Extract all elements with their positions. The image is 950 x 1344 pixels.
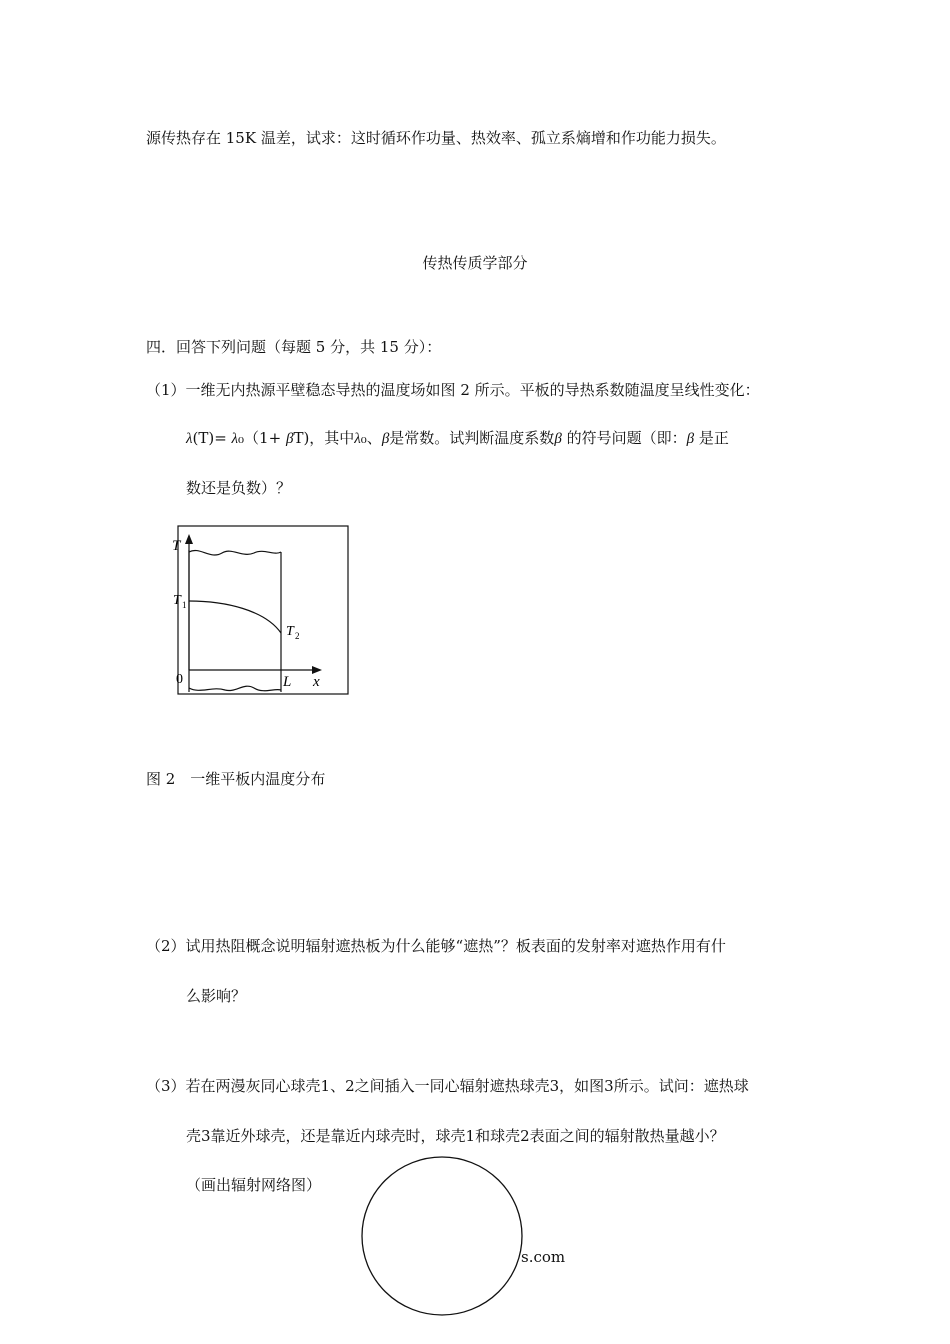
l-label: L	[283, 674, 292, 690]
lambda-symbol: λ	[354, 431, 361, 447]
section-four-heading: 四．回答下列问题（每题 5 分，共 15 分）：	[146, 338, 442, 356]
q1-text-part: ₀（1+	[238, 429, 286, 447]
beta-symbol: β	[554, 431, 562, 447]
x-axis-arrow	[312, 666, 322, 674]
q1-text-part: T)，其中	[293, 429, 355, 447]
figure2-temperature-plot	[170, 520, 360, 700]
top-break-line	[189, 550, 281, 555]
q3-line-1: （3）若在两漫灰同心球壳1、2之间插入一同心辐射遮热球壳3，如图3所示。试问：遮热球	[146, 1077, 749, 1095]
q1-text-part: ₀、	[360, 429, 382, 447]
q2-line-2: 么影响？	[186, 987, 247, 1005]
q1-text-part: 的符号问题（即：	[561, 429, 687, 447]
figure3-sphere-shell	[358, 1154, 530, 1318]
outer-sphere-circle	[362, 1157, 522, 1315]
x-axis-label: x	[313, 674, 320, 690]
q1-text-part: 是正	[694, 429, 729, 447]
q2-line-1: （2）试用热阻概念说明辐射遮热板为什么能够“遮热”？板表面的发射率对遮热作用有什	[146, 937, 726, 955]
figure2-caption: 图 2 一维平板内温度分布	[146, 770, 326, 788]
lambda-symbol: λ	[186, 431, 193, 447]
lambda-symbol: λ	[231, 431, 239, 447]
t2-subscript: 2	[295, 631, 300, 641]
t1-label: T	[173, 593, 181, 608]
watermark-fragment: s.com	[521, 1248, 566, 1266]
q3-line-3: （画出辐射网络图）	[186, 1176, 322, 1194]
t2-label: T	[286, 624, 294, 639]
beta-symbol: β	[381, 431, 390, 447]
t-axis-label: T	[172, 538, 181, 554]
temperature-curve	[189, 601, 281, 633]
t-axis-arrow	[185, 534, 193, 544]
t1-subscript: 1	[182, 600, 187, 610]
q1-line-1: （1）一维无内热源平壁稳态导热的温度场如图 2 所示。平板的导热系数随温度呈线性变化：	[146, 381, 760, 399]
section-title: 传热传质学部分	[422, 254, 528, 272]
bottom-break-line	[189, 686, 281, 691]
origin-label: 0	[176, 672, 183, 687]
q1-line-2	[186, 428, 729, 449]
beta-symbol: β	[285, 431, 294, 447]
q1-line-3: 数还是负数）？	[186, 479, 292, 497]
q1-text-part: 是常数。试判断温度系数	[389, 429, 555, 447]
intro-tail-text: 源传热存在 15K 温差，试求：这时循环作功量、热效率、孤立系熵增和作功能力损失。	[146, 129, 726, 147]
q1-text-part: (T)=	[192, 429, 232, 447]
q3-line-2: 壳3靠近外球壳，还是靠近内球壳时，球壳1和球壳2表面之间的辐射散热量越小？	[186, 1127, 725, 1145]
beta-symbol: β	[686, 431, 695, 447]
